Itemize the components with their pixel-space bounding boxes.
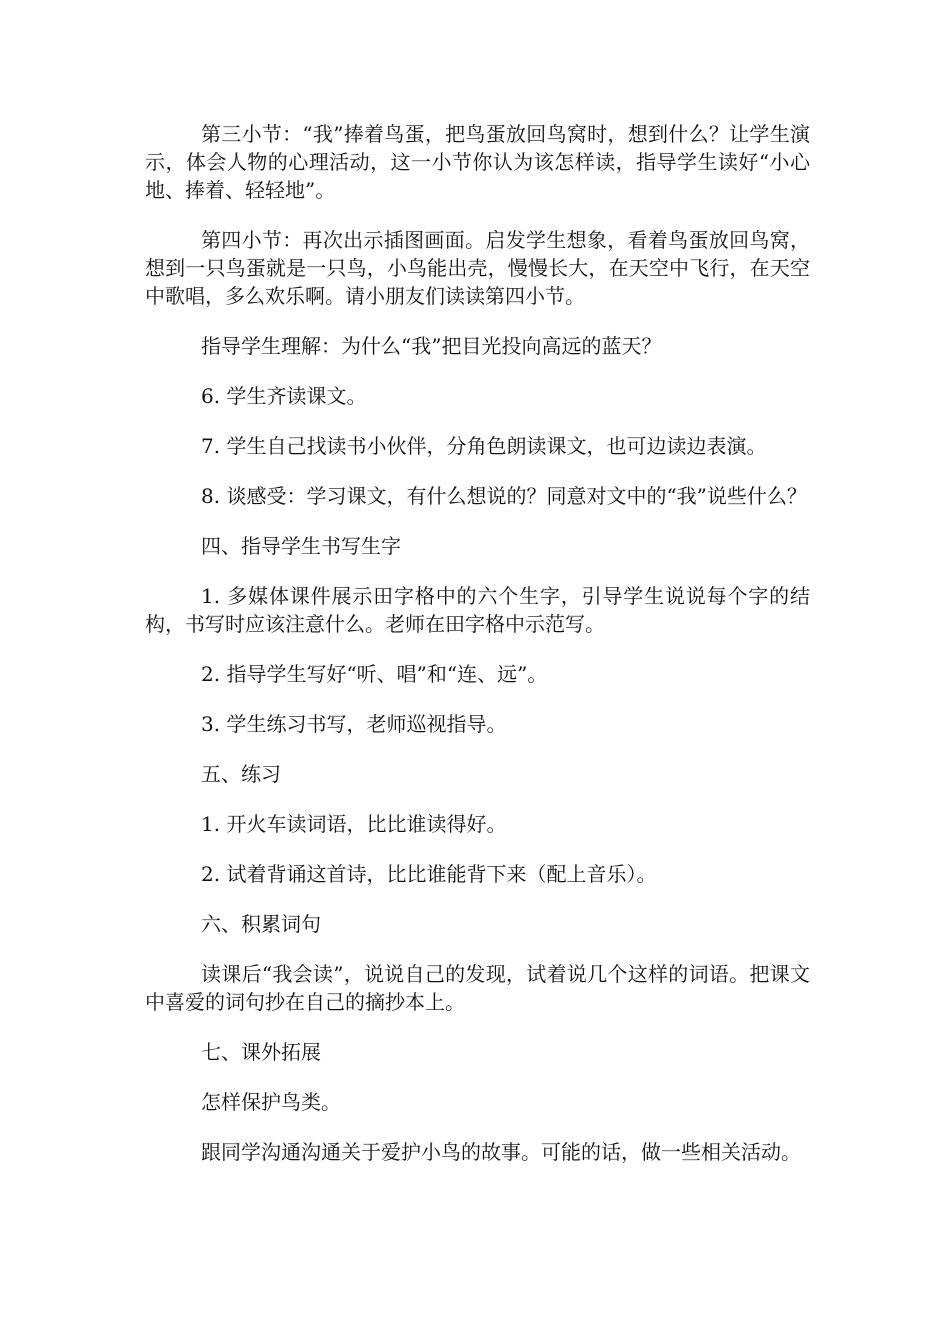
paragraph-share-stories: 跟同学沟通沟通关于爱护小鸟的故事。可能的话，做一些相关活动。 — [201, 1140, 801, 1164]
paragraph-section-3: 第三小节：“我”捧着鸟蛋，把鸟蛋放回鸟窝时，想到什么？让学生演示，体会人物的心理活动，这一小节你认为该怎样读，指导学生读好“小心地、捧着、轻轻地”。 — [145, 122, 810, 202]
paragraph-guide-understanding: 指导学生理解：为什么“我”把目光投向高远的蓝天？ — [201, 334, 662, 358]
paragraph-section-4: 第四小节：再次出示插图画面。启发学生想象，看着鸟蛋放回鸟窝，想到一只鸟蛋就是一只鸟，小鸟能出壳，慢慢长大，在天空中飞行，在天空中歌唱，多么欢乐啊。请小朋友们读读第四小节。 — [145, 228, 810, 308]
writing-item-2: 2. 指导学生写好“听、唱”和“连、远”。 — [201, 662, 548, 686]
list-item-8: 8. 谈感受：学习课文，有什么想说的？同意对文中的“我”说些什么？ — [201, 484, 807, 508]
heading-writing: 四、指导学生书写生字 — [201, 534, 401, 558]
heading-practice: 五、练习 — [201, 762, 281, 786]
writing-item-1: 1. 多媒体课件展示田字格中的六个生字，引导学生说说每个字的结构，书写时应该注意什么。老师在田字格中示范写。 — [145, 584, 810, 636]
paragraph-protect-birds: 怎样保护鸟类。 — [201, 1090, 341, 1114]
practice-item-2: 2. 试着背诵这首诗，比比谁能背下来（配上音乐）。 — [201, 862, 657, 886]
heading-accumulate: 六、积累词句 — [201, 912, 321, 936]
list-item-7: 7. 学生自己找读书小伙伴，分角色朗读课文，也可边读边表演。 — [201, 434, 767, 458]
practice-item-1: 1. 开火车读词语，比比谁读得好。 — [201, 812, 507, 836]
paragraph-accumulate: 读课后“我会读”，说说自己的发现，试着说几个这样的词语。把课文中喜爱的词句抄在自己的摘抄本上。 — [145, 962, 810, 1014]
writing-item-3: 3. 学生练习书写，老师巡视指导。 — [201, 712, 507, 736]
list-item-6: 6. 学生齐读课文。 — [201, 384, 367, 408]
document-body — [145, 120, 810, 1188]
heading-extension: 七、课外拓展 — [201, 1040, 321, 1064]
